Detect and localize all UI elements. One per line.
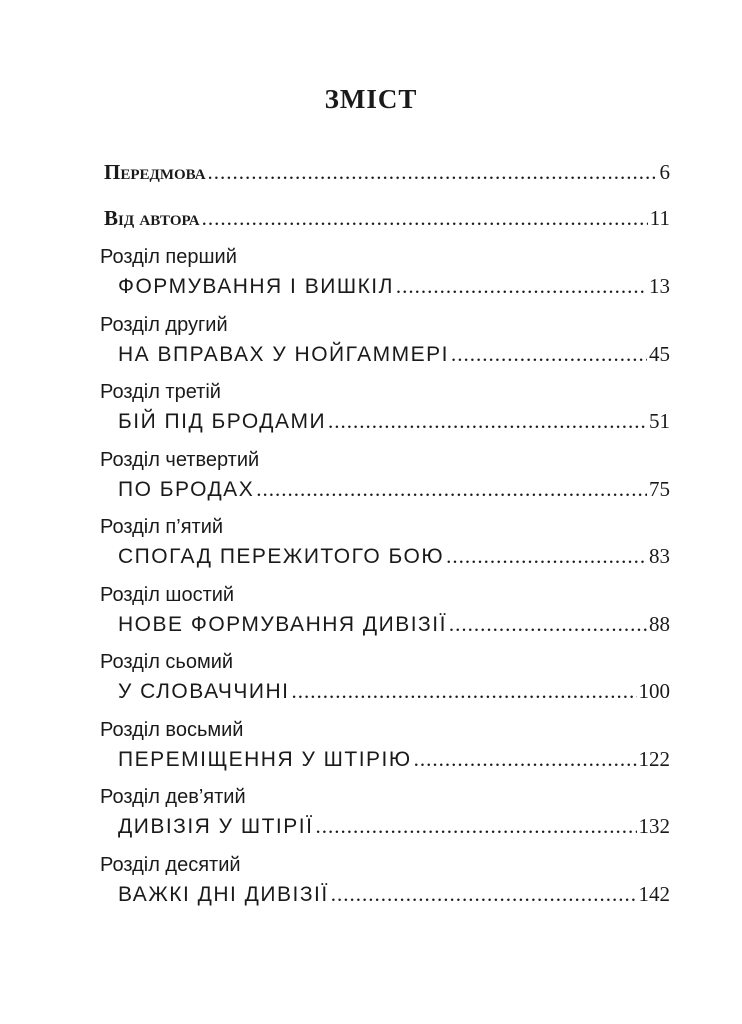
chapter-entry[interactable] [118, 272, 670, 301]
chapter-title: ПЕРЕМІЩЕННЯ У ШТІРІЮ [118, 747, 412, 771]
chapter-page: 75 [649, 476, 670, 501]
leader-dots [328, 407, 647, 435]
chapter-page: 83 [649, 544, 670, 568]
chapter-entry[interactable] [118, 880, 670, 909]
chapter-entry[interactable] [118, 340, 670, 369]
leader-dots [292, 677, 637, 705]
chapter-entry[interactable] [118, 407, 670, 436]
chapter-label: Розділ шостий [100, 583, 235, 606]
chapter-title: ПО БРОДАХ [118, 477, 255, 501]
chapter-page: 122 [638, 746, 670, 771]
leader-dots [315, 812, 636, 840]
chapter-page: 132 [638, 814, 670, 838]
chapter-title: У СЛОВАЧЧИНІ [118, 680, 290, 703]
chapter-label: Розділ третій [100, 381, 221, 403]
chapter-entry[interactable] [118, 677, 670, 706]
chapter-label: Розділ п’ятий [100, 516, 224, 538]
chapter-title: ФОРМУВАННЯ І ВИШКІЛ [118, 275, 394, 298]
chapter-page: 142 [638, 881, 670, 906]
leader-dots [202, 204, 648, 232]
toc-entry[interactable] [104, 204, 670, 232]
leader-dots [331, 880, 637, 908]
toc-entry[interactable] [104, 158, 670, 186]
chapter-title: ДИВІЗІЯ У ШТІРІЇ [118, 815, 314, 838]
chapter-title: СПОГАД ПЕРЕЖИТОГО БОЮ [118, 545, 445, 568]
leader-dots [414, 745, 637, 773]
chapter-label: Розділ дев’ятий [100, 786, 246, 808]
leader-dots [449, 610, 647, 638]
toc-entry-label: Від автора [104, 206, 200, 230]
chapter-entry[interactable] [118, 610, 670, 639]
leader-dots [208, 158, 658, 186]
chapter-title: НА ВПРАВАХ У НОЙГАММЕРІ [118, 342, 449, 366]
page-title: ЗМІСТ [324, 84, 418, 114]
chapter-label: Розділ десятий [100, 853, 241, 876]
chapter-page: 100 [638, 679, 670, 703]
chapter-title: НОВЕ ФОРМУВАННЯ ДИВІЗІЇ [118, 612, 447, 636]
leader-dots [256, 475, 647, 503]
chapter-entry[interactable] [118, 745, 670, 774]
toc-entry-page: 11 [649, 206, 670, 230]
chapter-page: 51 [649, 409, 670, 433]
toc-entry-page: 6 [659, 160, 670, 184]
chapter-page: 88 [649, 611, 670, 636]
leader-dots [451, 340, 647, 368]
chapter-entry[interactable] [118, 812, 670, 841]
chapter-label: Розділ восьмий [100, 718, 244, 741]
chapter-title: ВАЖКІ ДНІ ДИВІЗІЇ [118, 882, 329, 906]
toc-entry-label: Передмова [104, 160, 206, 184]
leader-dots [396, 272, 647, 300]
chapter-page: 45 [649, 341, 670, 366]
chapter-title: БІЙ ПІД БРОДАМИ [118, 410, 327, 433]
chapter-label: Розділ перший [100, 246, 237, 268]
leader-dots [446, 542, 647, 570]
chapter-label: Розділ сьомий [100, 651, 234, 673]
chapter-page: 13 [649, 274, 670, 298]
chapter-entry[interactable] [118, 475, 670, 504]
chapter-entry[interactable] [118, 542, 670, 571]
chapter-label: Розділ другий [100, 313, 228, 336]
chapter-label: Розділ четвертий [100, 448, 260, 471]
